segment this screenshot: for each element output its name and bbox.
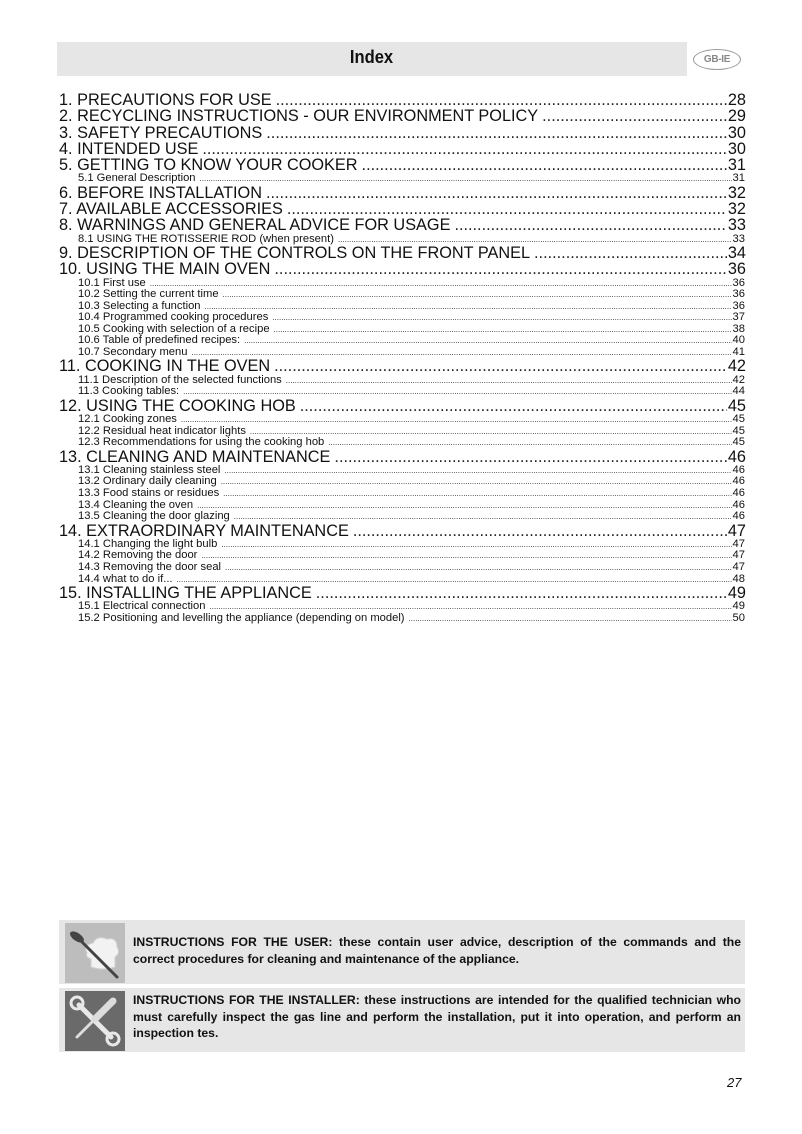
dot-leader	[221, 539, 731, 551]
dot-leader	[200, 173, 732, 185]
toc-entry-label: 3. SAFETY PRECAUTIONS	[59, 124, 263, 141]
toc-entry-label: 10. USING THE MAIN OVEN	[59, 261, 271, 278]
toc-entry[interactable]	[59, 108, 746, 124]
dot-leader	[223, 289, 732, 301]
dot-leader	[201, 550, 731, 562]
toc-entry[interactable]	[59, 185, 746, 201]
toc-entry[interactable]	[59, 125, 746, 141]
toc-entry-page: 36	[732, 277, 745, 289]
toc-entry[interactable]	[59, 398, 746, 414]
toc-subentry[interactable]	[59, 437, 746, 449]
toc-entry-page: 42	[732, 374, 745, 386]
toc-entry-page: 36	[732, 300, 745, 312]
toc-entry-label: 10.3 Selecting a function	[78, 300, 201, 312]
toc-subentry[interactable]	[59, 234, 746, 246]
toc-entry-page: 46	[732, 476, 745, 488]
toc-entry-page: 46	[727, 448, 746, 465]
dot-leader	[266, 185, 727, 201]
toc-entry-page: 30	[727, 140, 746, 157]
toc-subentry[interactable]	[59, 414, 746, 426]
language-badge: GB-IE	[693, 49, 741, 70]
toc-subentry[interactable]	[59, 335, 746, 347]
toc-entry-label: 10.5 Cooking with selection of a recipe	[78, 323, 270, 335]
toc-entry-page: 36	[732, 289, 745, 301]
toc-entry-page: 34	[727, 245, 746, 262]
toc-entry-label: 10.1 First use	[78, 277, 146, 289]
dot-leader	[224, 465, 731, 477]
wrench-screwdriver-icon	[65, 991, 125, 1051]
dot-leader	[274, 261, 726, 277]
dot-leader	[542, 108, 727, 124]
toc-entry[interactable]	[59, 141, 746, 157]
toc-entry-label: 13. CLEANING AND MAINTENANCE	[59, 448, 331, 465]
toc-entry-label: 12.2 Residual heat indicator lights	[78, 425, 246, 437]
toc-entry-page: 47	[732, 550, 745, 562]
toc-entry-page: 46	[732, 488, 745, 499]
toc-subentry[interactable]	[59, 562, 746, 574]
user-instructions-text: INSTRUCTIONS FOR THE USER: these contain user advice, description of the commands and the correct procedures for cleaning and maintenance of the appliance.	[133, 935, 741, 966]
toc-subentry[interactable]	[59, 278, 746, 290]
toc-entry-page: 45	[732, 414, 745, 426]
toc-entry-page: 30	[727, 124, 746, 141]
toc-entry-label: 1. PRECAUTIONS FOR USE	[59, 92, 272, 109]
dot-leader	[234, 511, 732, 523]
dot-leader	[223, 488, 731, 500]
toc-entry-page: 45	[732, 437, 745, 449]
toc-entry-label: 6. BEFORE INSTALLATION	[59, 184, 262, 202]
toc-subentry[interactable]	[59, 500, 746, 512]
toc-entry-label: 9. DESCRIPTION OF THE CONTROLS ON THE FRONT PANEL	[59, 245, 531, 262]
toc-subentry[interactable]	[59, 312, 746, 324]
user-instructions-panel	[59, 920, 745, 984]
toc-entry-label: 5.1 General Description	[78, 173, 196, 185]
table-of-contents	[59, 92, 746, 624]
toc-entry-page: 40	[732, 335, 745, 347]
toc-entry-label: 14.3 Removing the door seal	[78, 561, 222, 573]
toc-entry-page: 29	[727, 108, 746, 125]
toc-subentry[interactable]	[59, 476, 746, 488]
dot-leader	[338, 234, 732, 246]
toc-entry-page: 44	[732, 386, 745, 398]
toc-entry-label: 14.2 Removing the door	[78, 550, 198, 562]
dot-leader	[328, 437, 731, 449]
toc-entry[interactable]	[59, 523, 746, 539]
toc-entry-page: 31	[732, 173, 745, 185]
toc-entry-label: 14. EXTRAORDINARY MAINTENANCE	[59, 522, 349, 539]
dot-leader	[210, 601, 732, 613]
toc-subentry[interactable]	[59, 574, 746, 586]
toc-entry-page: 47	[732, 538, 745, 550]
dot-leader	[183, 386, 731, 398]
toc-entry-label: 15. INSTALLING THE APPLIANCE	[59, 585, 312, 602]
toc-entry-page: 31	[727, 157, 746, 174]
toc-entry-page: 37	[732, 312, 745, 324]
page-number: 27	[727, 1075, 742, 1090]
installer-instructions-text: INSTRUCTIONS FOR THE INSTALLER: these instructions are intended for the qualified technician who must carefully inspect the gas line and perform the installation, put it into operation, and perform an inspection tes.	[133, 993, 741, 1040]
dot-leader	[353, 523, 727, 539]
dot-leader	[300, 398, 727, 414]
toc-entry-page: 45	[727, 397, 746, 415]
toc-entry[interactable]	[59, 585, 746, 601]
toc-entry-page: 50	[732, 612, 745, 624]
toc-entry-page: 42	[727, 358, 746, 375]
dot-leader	[316, 585, 727, 601]
toc-subentry[interactable]	[59, 289, 746, 301]
toc-entry-page: 46	[732, 499, 745, 511]
toc-subentry[interactable]	[59, 465, 746, 477]
toc-entry[interactable]	[59, 449, 746, 465]
dot-leader	[181, 414, 732, 426]
toc-subentry[interactable]	[59, 324, 746, 336]
toc-entry-page: 33	[732, 233, 745, 245]
toc-entry-page: 45	[732, 425, 745, 437]
toc-entry-page: 46	[732, 464, 745, 476]
toc-entry-page: 48	[732, 573, 745, 585]
chef-spoon-icon	[65, 923, 125, 983]
toc-entry-label: 12.3 Recommendations for using the cooking hob	[78, 437, 325, 449]
dot-leader	[225, 562, 732, 574]
page-title: Index	[350, 46, 394, 67]
toc-entry-label: 13.4 Cleaning the oven	[78, 499, 194, 511]
toc-entry-page: 32	[727, 184, 746, 202]
toc-entry-label: 12. USING THE COOKING HOB	[59, 397, 296, 415]
dot-leader	[276, 92, 727, 108]
dot-leader	[334, 449, 726, 465]
dot-leader	[191, 347, 731, 359]
toc-entry-label: 14.1 Changing the light bulb	[78, 538, 218, 550]
dot-leader	[150, 278, 732, 290]
toc-subentry[interactable]	[59, 386, 746, 398]
toc-entry-label: 14.4 what to do if...	[78, 573, 173, 585]
installer-instructions-panel	[59, 988, 745, 1052]
toc-subentry[interactable]	[59, 613, 746, 625]
dot-leader	[177, 574, 732, 586]
toc-entry-label: 11.3 Cooking tables:	[78, 386, 180, 398]
toc-entry-label: 8.1 USING THE ROTISSERIE ROD (when present)	[78, 233, 334, 245]
toc-entry[interactable]	[59, 358, 746, 374]
toc-entry-label: 4. INTENDED USE	[59, 140, 199, 157]
dot-leader	[272, 312, 731, 324]
dot-leader	[274, 358, 727, 374]
toc-entry-label: 13.5 Cleaning the door glazing	[78, 511, 230, 523]
toc-entry-label: 11. COOKING IN THE OVEN	[59, 358, 271, 375]
toc-entry-page: 49	[727, 585, 746, 602]
toc-entry-label: 13.3 Food stains or residues	[78, 488, 220, 499]
toc-entry[interactable]	[59, 261, 746, 277]
toc-entry-label: 13.1 Cleaning stainless steel	[78, 464, 221, 476]
index-header-bar	[57, 42, 687, 76]
toc-entry-label: 12.1 Cooking zones	[78, 414, 177, 426]
toc-entry-label: 11.1 Description of the selected functions	[78, 374, 282, 386]
toc-subentry[interactable]	[59, 173, 746, 185]
toc-entry-page: 46	[732, 511, 745, 523]
dot-leader	[197, 500, 731, 512]
toc-entry-page: 49	[732, 601, 745, 613]
dot-leader	[287, 201, 727, 217]
toc-entry-label: 10.4 Programmed cooking procedures	[78, 312, 269, 324]
toc-subentry[interactable]	[59, 511, 746, 523]
dot-leader	[205, 301, 732, 313]
toc-subentry[interactable]	[59, 550, 746, 562]
toc-entry[interactable]	[59, 217, 746, 233]
toc-subentry[interactable]	[59, 539, 746, 551]
toc-entry-page: 33	[727, 217, 746, 234]
toc-entry-label: 5. GETTING TO KNOW YOUR COOKER	[59, 157, 358, 174]
dot-leader	[409, 613, 732, 625]
dot-leader	[244, 335, 731, 347]
dot-leader	[266, 125, 727, 141]
dot-leader	[454, 217, 726, 233]
dot-leader	[221, 476, 732, 488]
toc-entry[interactable]	[59, 245, 746, 261]
toc-subentry[interactable]	[59, 375, 746, 387]
toc-entry-label: 13.2 Ordinary daily cleaning	[78, 476, 217, 488]
toc-entry[interactable]	[59, 201, 746, 217]
dot-leader	[274, 324, 732, 336]
toc-entry-page: 47	[732, 561, 745, 573]
toc-entry[interactable]	[59, 157, 746, 173]
toc-entry-label: 15.1 Electrical connection	[78, 601, 206, 613]
toc-entry-page: 28	[727, 92, 746, 109]
dot-leader	[250, 426, 732, 438]
toc-entry-label: 10.6 Table of predefined recipes:	[78, 335, 241, 347]
dot-leader	[202, 141, 727, 157]
toc-entry-page: 47	[727, 522, 746, 539]
toc-subentry[interactable]	[59, 488, 746, 500]
toc-entry-page: 38	[732, 323, 745, 335]
toc-entry-label: 10.2 Setting the current time	[78, 289, 219, 301]
toc-subentry[interactable]	[59, 601, 746, 613]
toc-entry-label: 7. AVAILABLE ACCESSORIES	[59, 201, 283, 218]
toc-entry-label: 10.7 Secondary menu	[78, 346, 188, 358]
toc-entry[interactable]	[59, 92, 746, 108]
toc-entry-page: 36	[727, 261, 746, 278]
dot-leader	[362, 157, 727, 173]
toc-entry-label: 8. WARNINGS AND GENERAL ADVICE FOR USAGE	[59, 217, 451, 234]
toc-entry-page: 32	[727, 201, 746, 218]
toc-entry-label: 2. RECYCLING INSTRUCTIONS - OUR ENVIRONMENT POLICY	[59, 108, 539, 125]
toc-entry-label: 15.2 Positioning and levelling the appliance (depending on model)	[78, 612, 405, 624]
dot-leader	[534, 245, 727, 261]
toc-subentry[interactable]	[59, 347, 746, 359]
dot-leader	[286, 375, 732, 387]
toc-subentry[interactable]	[59, 301, 746, 313]
toc-entry-page: 41	[732, 346, 745, 358]
toc-subentry[interactable]	[59, 426, 746, 438]
